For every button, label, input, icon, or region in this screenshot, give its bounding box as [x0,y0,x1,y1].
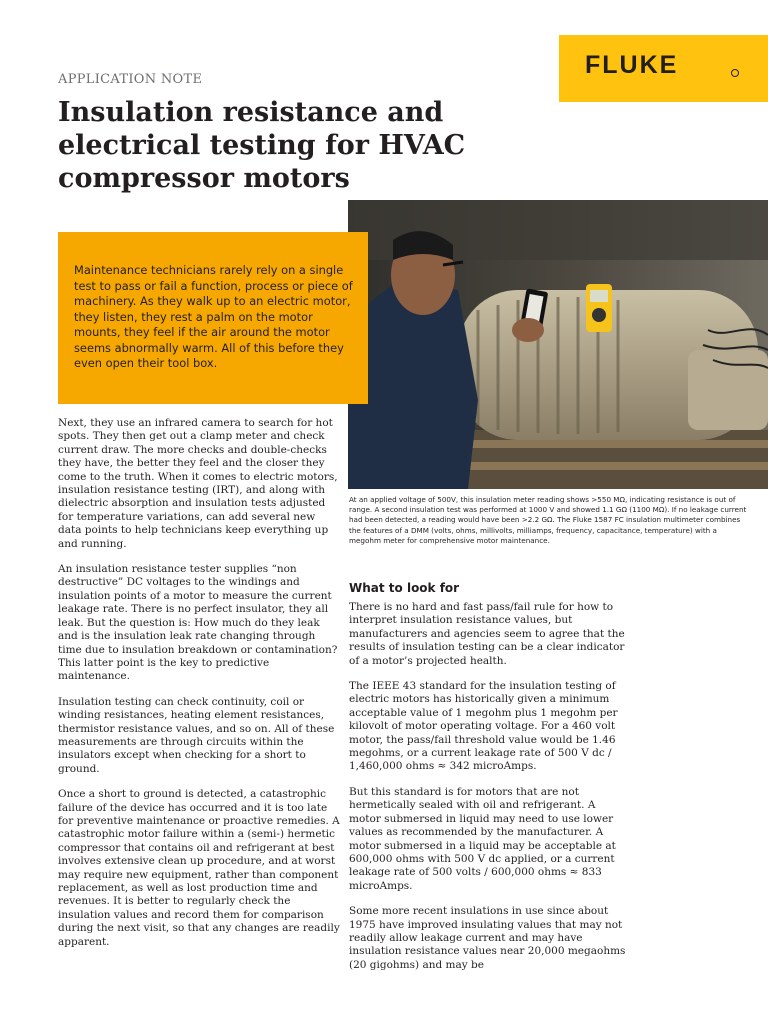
right-column [349,580,629,984]
body-paragraph: Next, they use an infrared camera to search for hot spots. They then get out a clamp meter and check current draw. The more checks and double-checks they have, the better they feel and the closer they come to the truth. When it comes to electric motors, insulation resistance testing (IRT), and along with dielectric absorption and insulation tests adjusted for temperature variations, can add several new data points to help technicians keep everything up and running. [58,417,338,550]
document-label: APPLICATION NOTE [58,72,203,87]
section-heading: What to look for [349,581,460,595]
technician-photo [348,200,768,489]
body-paragraph: There is no hard and fast pass/fail rule for how to interpret insulation resistance values, but manufacturers and agencies seem to agree that the results of insulation testing can be a clear indicator of a motor’s projected health. [349,601,625,667]
body-paragraph: The IEEE 43 standard for the insulation testing of electric motors has historically given a minimum acceptable value of 1 megohm plus 1 megohm per kilovolt of motor operating voltage. For a 460 volt motor, the pass/fail threshold value would be 1.46 megohms, or a current leakage rate of 500 V dc / 1,460,000 ohms ≈ 342 microAmps. [349,680,618,773]
callout-text: Maintenance technicians rarely rely on a single test to pass or fail a function, process or piece of machinery. As they walk up to an electric motor, they listen, they rest a palm on the motor mounts, they feel if the air around the motor seems abnormally warm. All of this before they even open their tool box. [74,263,353,370]
body-paragraph: An insulation resistance tester supplies “non destructive” DC voltages to the windings and insulation points of a motor to measure the current leakage rate. There is no perfect insulator, they all leak. But the question is: How much do they leak and is the insulation leak rate changing through time due to insulation breakdown or contamination? This latter point is the key to predictive maintenance. [58,563,338,683]
intro-callout [58,232,368,404]
body-paragraph: Once a short to ground is detected, a catastrophic failure of the device has occurred and it is too late for preventive maintenance or proactive remedies. A catastrophic motor failure within a (semi-) hermetic compressor that contains oil and refrigerant at best involves extensive clean up procedure, and at worst may require new equipment, rather than component replacement, as well as lost production time and revenues. It is better to regularly check the insulation values and record them for comparison during the next visit, so that any changes are readily apparent. [58,788,340,948]
left-column [58,417,340,961]
body-paragraph: But this standard is for motors that are not hermetically sealed with oil and refrigerant. A motor submersed in liquid may need to use lower values as recommended by the manufacturer. A motor submersed in a liquid may be acceptable at 600,000 ohms with 500 V dc applied, or a current leakage rate of 500 volts / 600,000 ohms ≈ 833 microAmps. [349,785,616,892]
body-paragraph: Insulation testing can check continuity, coil or winding resistances, heating element resistances, thermistor resistance values, and so on. All of these measurements are through circuits within the insulators except when checking for a short to ground. [58,695,335,775]
body-paragraph: Some more recent insulations in use since about 1975 have improved insulating values that may not readily allow leakage current and may have insulation resistance values near 20,000 megaohms (20 gigohms) and may be [349,905,626,971]
document-title: Insulation resistance and electrical testing for HVAC compressor motors [58,97,466,194]
fluke-logo [559,35,768,102]
registered-mark-icon [731,69,739,77]
logo-wordmark: FLUKE [585,51,679,79]
photo-caption: At an applied voltage of 500V, this insulation meter reading shows >550 MΩ, indicating resistance is out of range. A second insulation test was performed at 1000 V and showed 1.1 GΩ (1100 MΩ). If no leakage current had been detected, a reading would have been >2.2 GΩ. The Fluke 1587 FC insulation multimeter combines the features of a DMM (volts, ohms, millivolts, milliamps, frequency, capacitance, temperature) with a megohm meter for comprehensive motor maintenance. [349,495,747,545]
